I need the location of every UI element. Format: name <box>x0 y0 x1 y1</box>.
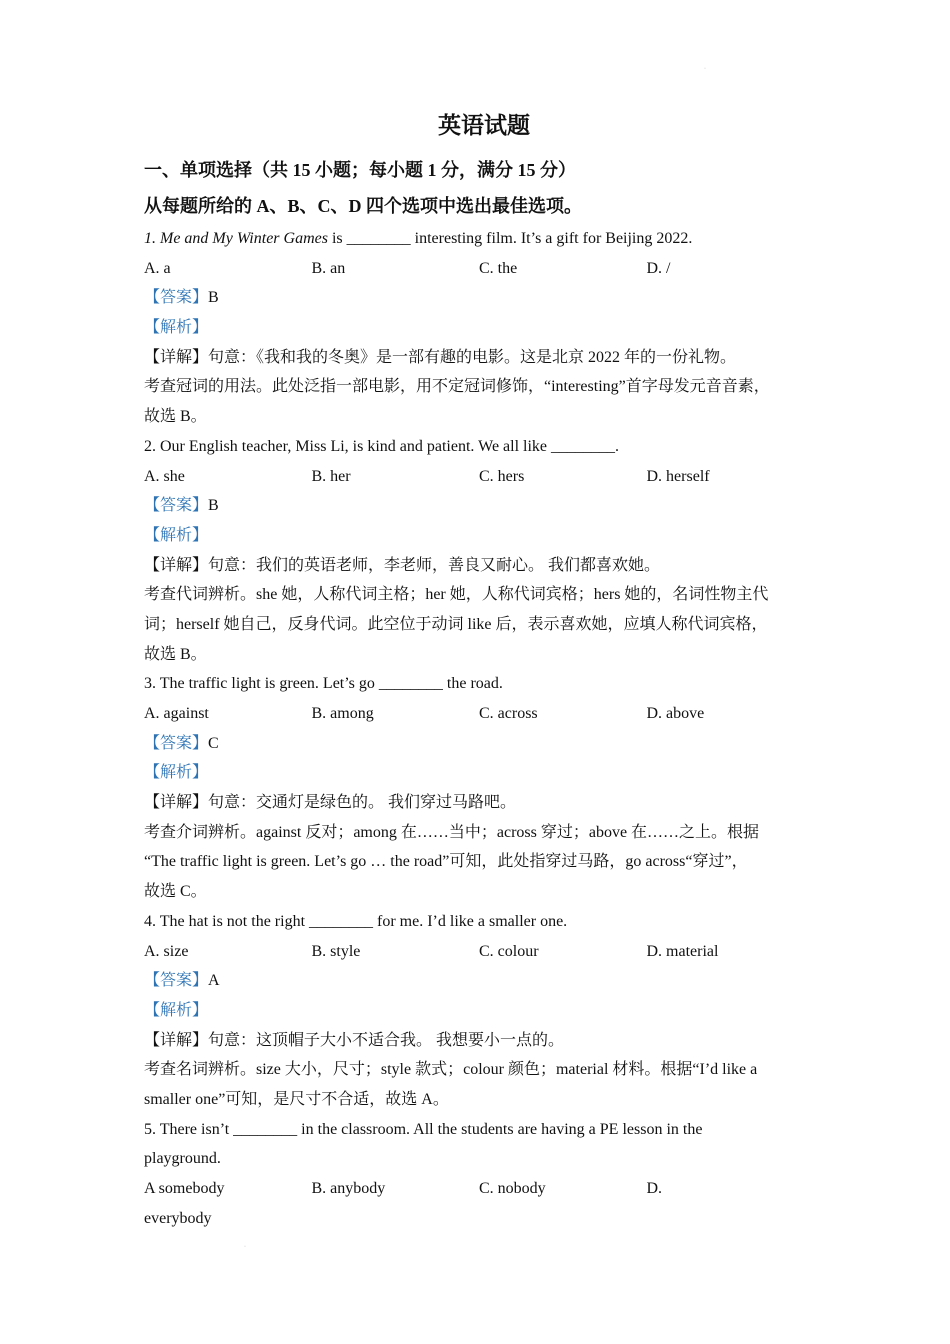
option-a: A. she <box>144 467 185 485</box>
answer-value: B <box>208 289 219 307</box>
option-a: A. a <box>144 259 171 277</box>
option-a: A. size <box>144 942 189 960</box>
question-stem: 1. Me and My Winter Games is ________ interesting film. It’s a gift for Beijing 2022. <box>144 230 693 247</box>
answer-value: A <box>208 972 220 990</box>
answer-line <box>144 283 814 313</box>
answer-label: 【答案】 <box>144 289 209 307</box>
options-row <box>144 699 814 729</box>
film-title: 1. Me and My Winter Games <box>144 230 328 247</box>
option-a: A. against <box>144 705 209 722</box>
detail-label: 【详解】 <box>144 1031 209 1049</box>
section-heading: 一、单项选择（共 15 小题；每小题 1 分，满分 15 分） <box>144 160 576 180</box>
analysis-label: 【解析】 <box>144 319 209 337</box>
page-speck: · <box>704 66 706 72</box>
answer-label: 【答案】 <box>144 972 209 990</box>
explanation-line: “The traffic light is green. Let’s go … the road”可知，此处指穿过马路，go across“穿过”， <box>144 853 748 871</box>
options-row <box>144 937 814 967</box>
explanation-line: 词；herself 她自己，反身代词。此空位于动词 like 后，表示喜欢她，应填人称代词宾格， <box>144 615 768 633</box>
detail-text: 句意：我们的英语老师，李老师，善良又耐心。 我们都喜欢她。 <box>208 556 661 574</box>
question-3 <box>144 669 814 907</box>
analysis-label: 【解析】 <box>144 1001 209 1019</box>
options-row <box>144 462 814 492</box>
detail-line <box>144 788 814 818</box>
option-d-overflow: everybody <box>144 1209 212 1227</box>
detail-text: 句意：交通灯是绿色的。 我们穿过马路吧。 <box>208 794 517 812</box>
option-c: C. nobody <box>479 1180 546 1197</box>
answer-label: 【答案】 <box>144 497 209 515</box>
option-d: D. <box>646 1180 663 1197</box>
answer-line <box>144 729 814 759</box>
options-row <box>144 1174 814 1204</box>
question-5 <box>144 1115 814 1234</box>
option-b: B. anybody <box>311 1180 386 1197</box>
option-c: C. hers <box>479 467 525 485</box>
instruction: 从每题所给的 A、B、C、D 四个选项中选出最佳选项。 <box>144 196 583 216</box>
explanation-line: 考查冠词的用法。此处泛指一部电影，用不定冠词修饰，“interesting”首字母发元音音素， <box>144 378 770 396</box>
option-d: D. herself <box>646 467 710 485</box>
option-b: B. an <box>311 259 346 277</box>
option-d: D. above <box>646 705 705 722</box>
detail-label: 【详解】 <box>144 794 209 812</box>
explanation-line: 故选 B。 <box>144 408 207 426</box>
explanation-line: 故选 C。 <box>144 883 207 901</box>
answer-value: C <box>208 734 219 752</box>
detail-line <box>144 1026 814 1056</box>
explanation-line: 考查名词辨析。size 大小，尺寸；style 款式；colour 颜色；material 材料。根据“I’d like a <box>144 1061 758 1079</box>
explanation-line: 考查介词辨析。against 反对；among 在……当中；across 穿过；above 在……之上。根据 <box>144 823 760 841</box>
detail-line <box>144 343 814 373</box>
option-d: D. material <box>646 942 719 960</box>
question-4 <box>144 907 814 1115</box>
question-stem: 2. Our English teacher, Miss Li, is kind and patient. We all like ________. <box>144 437 620 455</box>
option-b: B. style <box>311 942 361 960</box>
detail-text: 句意：这顶帽子大小不适合我。 我想要小一点的。 <box>208 1031 565 1049</box>
question-stem: 4. The hat is not the right ________ for me. I’d like a smaller one. <box>144 912 568 930</box>
document-page <box>144 110 814 1233</box>
option-a: A somebody <box>144 1180 225 1197</box>
option-c: C. the <box>479 259 518 277</box>
analysis-label: 【解析】 <box>144 526 209 544</box>
answer-value: B <box>208 497 219 515</box>
option-b: B. among <box>311 705 374 722</box>
question-1 <box>144 224 814 432</box>
options-row <box>144 254 814 284</box>
detail-label: 【详解】 <box>144 348 209 366</box>
detail-label: 【详解】 <box>144 556 209 574</box>
option-c: C. across <box>479 705 538 722</box>
question-stem: 5. There isn’t ________ in the classroom. All the students are having a PE lesson in the <box>144 1120 703 1138</box>
answer-label: 【答案】 <box>144 734 209 752</box>
explanation-line: 故选 B。 <box>144 645 207 663</box>
answer-line <box>144 966 814 996</box>
option-d: D. / <box>646 259 671 277</box>
question-stem: 3. The traffic light is green. Let’s go ________ the road. <box>144 675 503 693</box>
explanation-line: smaller one”可知，是尺寸不合适，故选 A。 <box>144 1090 449 1108</box>
answer-line <box>144 491 814 521</box>
explanation-line: 考查代词辨析。she 她，人称代词主格；her 她，人称代词宾格；hers 她的，名词性物主代 <box>144 586 769 604</box>
option-c: C. colour <box>479 942 539 960</box>
page-speck: · <box>244 1244 246 1250</box>
analysis-label: 【解析】 <box>144 764 209 782</box>
detail-line <box>144 551 814 581</box>
page-title: 英语试题 <box>438 113 530 138</box>
question-stem: playground. <box>144 1150 221 1168</box>
option-b: B. her <box>311 467 351 485</box>
detail-text: 句意：《我和我的冬奥》是一部有趣的电影。这是北京 2022 年的一份礼物。 <box>208 348 737 366</box>
question-2 <box>144 432 814 670</box>
